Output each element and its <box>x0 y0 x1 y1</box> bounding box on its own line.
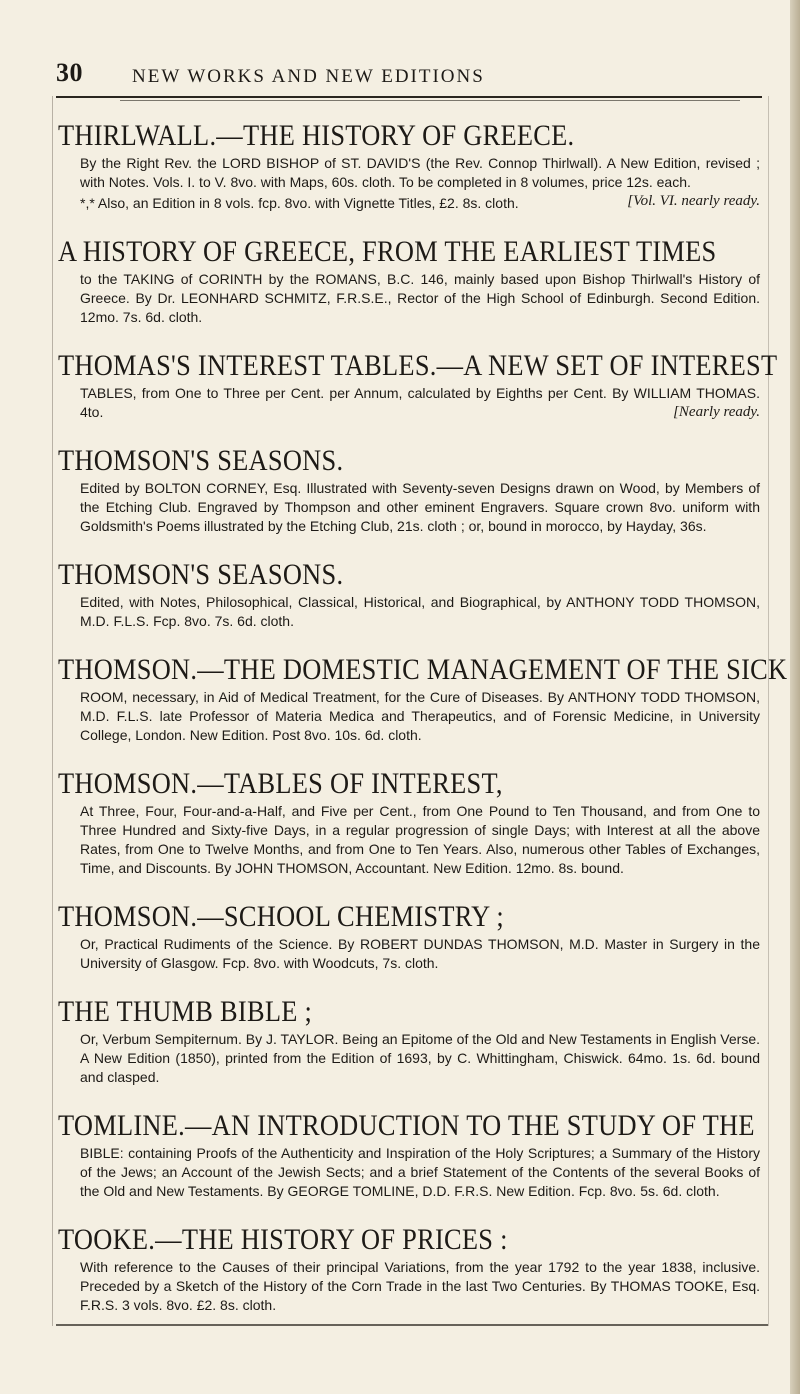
entry-heading: THOMAS'S INTEREST TABLES.—A NEW SET OF INTEREST <box>58 349 778 382</box>
bottom-rule <box>56 1324 768 1326</box>
entry-body: ROOM, necessary, in Aid of Medical Treatment, for the Cure of Diseases. By ANTHONY TODD THOMSON, M.D. F.L.S. late Professor of Materia Medica and Therapeutics, and of Forensic Medicine, in University College, London. New Edition. Post 8vo. 10s. 6d. cloth. <box>80 689 760 743</box>
right-margin-rule <box>768 96 769 1326</box>
entry-body: By the Right Rev. the LORD BISHOP of ST. DAVID'S (the Rev. Connop Thirlwall). A New Edition, revised ; with Notes. Vols. I. to V. 8vo. with Maps, 60s. cloth. To be completed in 8 volumes, price 12s. each. [Vol. VI. nearly ready. <box>80 155 760 209</box>
header-rule-thin <box>120 100 740 101</box>
entry-heading: THIRLWALL.—THE HISTORY OF GREECE. <box>58 119 575 152</box>
entry-body: to the TAKING of CORINTH by the ROMANS, B.C. 146, mainly based upon Bishop Thirlwall's History of Greece. By Dr. LEONHARD SCHMITZ, F.R.S.E., Rector of the High School of Edinburgh. Second Edition. 12mo. 7s. 6d. cloth. <box>80 271 760 325</box>
entry-heading: THOMSON.—SCHOOL CHEMISTRY ; <box>58 900 504 933</box>
catalogue-entry <box>58 349 778 422</box>
left-margin-rule <box>52 96 53 1326</box>
entry-body: At Three, Four, Four-and-a-Half, and Five per Cent., from One Pound to Ten Thousand, and from One to Three Hundred and Sixty-five Days, in a regular progression of single Days; with Interest at all the above Rates, from One to Twelve Months, and from One to Ten Years. Also, numerous other Tables of Exchanges, Time, and Discounts. By JOHN THOMSON, Accountant. New Edition. 12mo. 8s. bound. <box>80 803 760 876</box>
entry-status-tag: [Vol. VI. nearly ready. <box>627 193 760 209</box>
catalogue-entry <box>58 559 760 631</box>
catalogue-entry <box>58 1224 760 1315</box>
entry-status-tag: [Nearly ready. <box>673 404 760 420</box>
entry-heading: THOMSON'S SEASONS. <box>58 558 344 591</box>
entry-heading: TOMLINE.—AN INTRODUCTION TO THE STUDY OF THE <box>58 1109 755 1142</box>
catalogue-entry <box>58 236 760 327</box>
entry-note: *,* Also, an Edition in 8 vols. fcp. 8vo. with Vignette Titles, £2. 8s. cloth. <box>80 195 519 211</box>
entry-heading: THOMSON.—TABLES OF INTEREST, <box>58 767 503 800</box>
entry-body: BIBLE: containing Proofs of the Authenticity and Inspiration of the Holy Scriptures; a Summary of the History of the Jews; an Account of the Jewish Sects; and a brief Statement of the Contents of the several Books of the Old and New Testaments. By GEORGE TOMLINE, D.D. F.R.S. New Edition. Fcp. 8vo. 5s. 6d. cloth. <box>80 1145 760 1199</box>
entry-body: Or, Practical Rudiments of the Science. By ROBERT DUNDAS THOMSON, M.D. Master in Surgery in the University of Glasgow. Fcp. 8vo. with Woodcuts, 7s. cloth. <box>80 936 760 971</box>
catalogue-entry <box>58 1110 760 1201</box>
catalogue-entry <box>58 901 760 973</box>
entry-body: TABLES, from One to Three per Cent. per Annum, calculated by Eighths per Cent. By WILLIAM THOMAS. 4to. [Nearly ready. <box>80 385 760 420</box>
page-number: 30 <box>56 58 83 87</box>
entry-body: Edited by BOLTON CORNEY, Esq. Illustrated with Seventy-seven Designs drawn on Wood, by Members of the Etching Club. Engraved by Thompson and other eminent Engravers. Square crown 8vo. uniform with Goldsmith's Poems illustrated by the Etching Club, 21s. cloth ; or, bound in morocco, by Hayday, 36s. <box>80 480 760 534</box>
running-title: NEW WORKS AND NEW EDITIONS <box>132 66 485 87</box>
page-edge <box>790 0 800 1394</box>
catalogue-entry <box>58 653 788 745</box>
entry-heading: THOMSON.—THE DOMESTIC MANAGEMENT OF THE SICK <box>58 653 788 686</box>
entry-body: Or, Verbum Sempiternum. By J. TAYLOR. Being an Epitome of the Old and New Testaments in English Verse. A New Edition (1850), printed from the Edition of 1693, by C. Whittingham, Chiswick. 64mo. 1s. 6d. bound and clasped. <box>80 1031 760 1085</box>
catalogue-entries <box>58 119 788 1338</box>
catalogue-entry <box>58 445 760 536</box>
entry-body: With reference to the Causes of their principal Variations, from the year 1792 to the year 1838, inclusive. Preceded by a Sketch of the History of the Corn Trade in the last Two Centuries. By THOMAS TOOKE, Esq. F.R.S. 3 vols. 8vo. £2. 8s. cloth. <box>80 1259 760 1313</box>
catalogue-entry <box>58 120 760 213</box>
catalogue-entry <box>58 996 760 1087</box>
entry-heading: THE THUMB BIBLE ; <box>58 995 313 1028</box>
entry-heading: A HISTORY OF GREECE, FROM THE EARLIEST TIMES <box>58 235 717 268</box>
catalogue-entry <box>58 768 760 878</box>
entry-heading: TOOKE.—THE HISTORY OF PRICES : <box>58 1223 508 1256</box>
entry-body: Edited, with Notes, Philosophical, Classical, Historical, and Biographical, by ANTHONY TODD THOMSON, M.D. F.L.S. Fcp. 8vo. 7s. 6d. cloth. <box>80 594 760 629</box>
page-header <box>56 58 762 98</box>
header-rule <box>56 96 762 98</box>
entry-heading: THOMSON'S SEASONS. <box>58 444 344 477</box>
